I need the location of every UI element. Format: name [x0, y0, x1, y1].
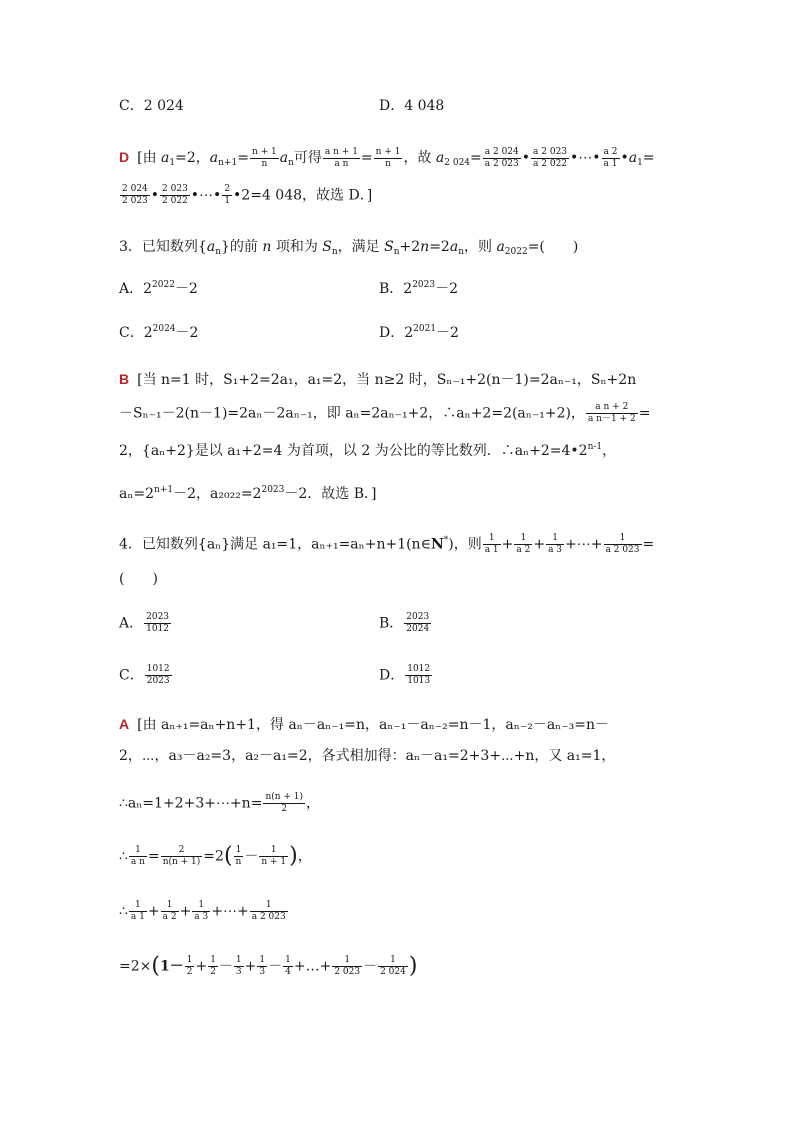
fraction: $\frac{2023}{2024}$	[406, 612, 430, 634]
q3-option-b: B．$2^{2023}-2$	[379, 280, 459, 297]
fraction: $\frac{1}{3}$	[235, 955, 242, 977]
fraction: $\frac{1}{2 023}$	[334, 955, 361, 977]
fraction: $\frac{a 2}{a 1}$	[603, 146, 618, 169]
q4-option-d: D． $\frac{1012}{1013}$	[379, 664, 431, 686]
fraction: $\frac{2023}{1012}$	[146, 612, 170, 634]
fraction: $\frac{1012}{2023}$	[146, 664, 170, 686]
fraction: $\frac{n(n + 1)}{2}$	[265, 792, 304, 814]
fraction: $\frac{2}{n(n + 1)}$	[162, 845, 201, 867]
fraction: $\frac{n + 1}{n}$	[251, 146, 277, 169]
fraction: $\frac{1}{a 2}$	[516, 533, 531, 555]
fraction: $\frac{1}{a 2}$	[162, 900, 177, 922]
fraction: $\frac{1}{4}$	[285, 955, 291, 977]
q3-solution-line-2: －Sₙ₋₁－2(n－1)=2aₙ－2aₙ₋₁，即 aₙ=2aₙ₋₁+2，∴aₙ+2=2(aₙ₋₁+2)， $\frac{\text{a n + 2}}{\text{a n－1 + 2}}$ =	[119, 402, 651, 424]
fraction: $\frac{1}{2 024}$	[380, 955, 406, 977]
fraction: $\frac{n + 1}{n}$	[375, 146, 401, 169]
q4-solution-line-2: 2，⋯，a₃－a₂=3，a₂－a₁=2，各式相加得：aₙ－a₁=2+3+⋯+n，又 a₁=1，	[119, 748, 616, 764]
q2-solution-line-2: $\frac{2 024}{2 023}$ • $\frac{2 023}{2 022}$ •⋯• $\frac{2}{1}$ •2=4 048，故选 D．]	[122, 184, 373, 206]
fraction: $\frac{1}{a 3}$	[548, 533, 563, 555]
fraction: $\frac{1}{3}$	[259, 955, 266, 977]
q4-solution-line-4: ∴ $\frac{1}{\text{a n}}$ = $\frac{2}{n(n + 1)}$ =2( $\frac{1}{n}$ － $\frac{1}{n + 1}$ )，	[119, 843, 312, 869]
fraction: $\frac{1}{a 2 023}$	[251, 900, 286, 922]
fraction: $\frac{2 024}{2 023}$	[122, 184, 148, 206]
answer-letter: B	[119, 371, 130, 387]
q4-paren: ( )	[119, 571, 158, 587]
fraction: $\frac{1}{n + 1}$	[261, 845, 287, 867]
q3-option-c: C．$2^{2024}-2$	[119, 324, 199, 341]
fraction: $\frac{1}{a 1}$	[484, 533, 499, 555]
answer-letter: A	[119, 716, 130, 732]
q3-option-d: D．$2^{2021}-2$	[379, 324, 459, 341]
fraction: $\frac{1}{2}$	[210, 955, 216, 977]
q3-solution-line-3: 2，{aₙ+2}是以 a₁+2=4 为首项，以 2 为公比的等比数列．$\therefore a_n+2=4•2^{n-1}$，	[119, 442, 617, 459]
fraction: $\frac{1}{a 2 023}$	[605, 533, 640, 555]
fraction: $\frac{1}{a 3}$	[194, 900, 209, 922]
fraction: $\frac{2 023}{2 022}$	[162, 184, 188, 206]
fraction: $\frac{1012}{1013}$	[407, 664, 431, 686]
q4-stem: 4．已知数列{aₙ}满足 a₁=1，aₙ₊₁=aₙ+n+1(n∈N*)，则 $\frac{1}{a 1}$ + $\frac{1}{a 2}$ + $\frac{1}{a 3}$ +⋯+ $\frac{1}{a 2 023}$ =	[119, 533, 655, 555]
answer-letter: D	[119, 149, 130, 165]
q4-option-c: C． $\frac{1012}{2023}$	[119, 664, 170, 686]
fraction: $\frac{a 2 024}{a 2 023}$	[484, 146, 519, 169]
fraction: $\frac{\text{a n + 2}}{\text{a n－1 + 2}}$	[587, 402, 636, 424]
fraction: $\frac{1}{a 1}$	[130, 900, 145, 922]
q4-solution-line-3: ∴aₙ=1+2+3+⋯+n= $\frac{n(n + 1)}{2}$ ，	[119, 792, 321, 814]
fraction: $\frac{1}{2}$	[186, 955, 193, 977]
fraction: $\frac{a 2 023}{a 2 022}$	[533, 146, 568, 169]
q4-option-b: B． $\frac{2023}{2024}$	[379, 612, 430, 634]
q4-solution-line-6: =2×(1－ $\frac{1}{2}$ + $\frac{1}{2}$ － $\frac{1}{3}$ + $\frac{1}{3}$ － $\frac{1}{4}$ +…+ $\frac{1}{2 023}$ － $\frac{1}{2 024}$ )	[119, 953, 418, 979]
fraction: $\frac{\text{a n + 1}}{\text{a n}}$	[324, 146, 358, 169]
q3-solution-line-1: B [当 n=1 时，S₁+2=2a₁，a₁=2，当 n≥2 时，Sₙ₋₁+2(n－1)=2aₙ₋₁，Sₙ+2n	[119, 371, 637, 388]
q4-solution-line-5: ∴ $\frac{1}{a 1}$ + $\frac{1}{a 2}$ + $\frac{1}{a 3}$ +⋯+ $\frac{1}{a 2 023}$	[119, 900, 286, 922]
fraction: $\frac{1}{n}$	[235, 845, 242, 867]
q4-solution-line-1: A [由 aₙ₊₁=aₙ+n+1，得 aₙ－aₙ₋₁=n，aₙ₋₁－aₙ₋₂=n－1，aₙ₋₂－aₙ₋₃=n－	[119, 716, 609, 733]
q3-solution-line-4: $a_n=2^{n+1}-2$，$a_{2022}=2^{2023}-2$．故选 B．]	[119, 485, 377, 502]
q4-option-a: A． $\frac{2023}{1012}$	[119, 612, 170, 634]
option-text: C．2 024	[119, 98, 184, 114]
q3-stem: 3．已知数列$\{a_n\}$的前 n 项和为 $S_n$，满足 $S_n+2n=2a_n$，则 $a_{2022}=$( )	[119, 239, 579, 257]
fraction: $\frac{1}{\text{a n}}$	[130, 845, 145, 867]
q3-option-a: A．$2^{2022}-2$	[119, 280, 198, 297]
fraction: $\frac{2}{1}$	[224, 184, 231, 206]
q2-solution-line-1: D [由 $a_1=2$，$a_{n+1}=$ $\frac{n + 1}{n}$ $a_n$可得 $\frac{\text{a n + 1}}{\text{a n}}$ = $\frac{n + 1}{n}$ ，故 $a_{2 024}=$ $\frac{a 2 024}{a 2 023}$ • $\frac{a 2 023}{a 2 022}$ •⋯• $\frac{a 2}{a 1}$ $•a_1=$	[119, 146, 655, 169]
option-text: D．4 048	[379, 98, 445, 114]
q2-option-d	[379, 95, 444, 117]
